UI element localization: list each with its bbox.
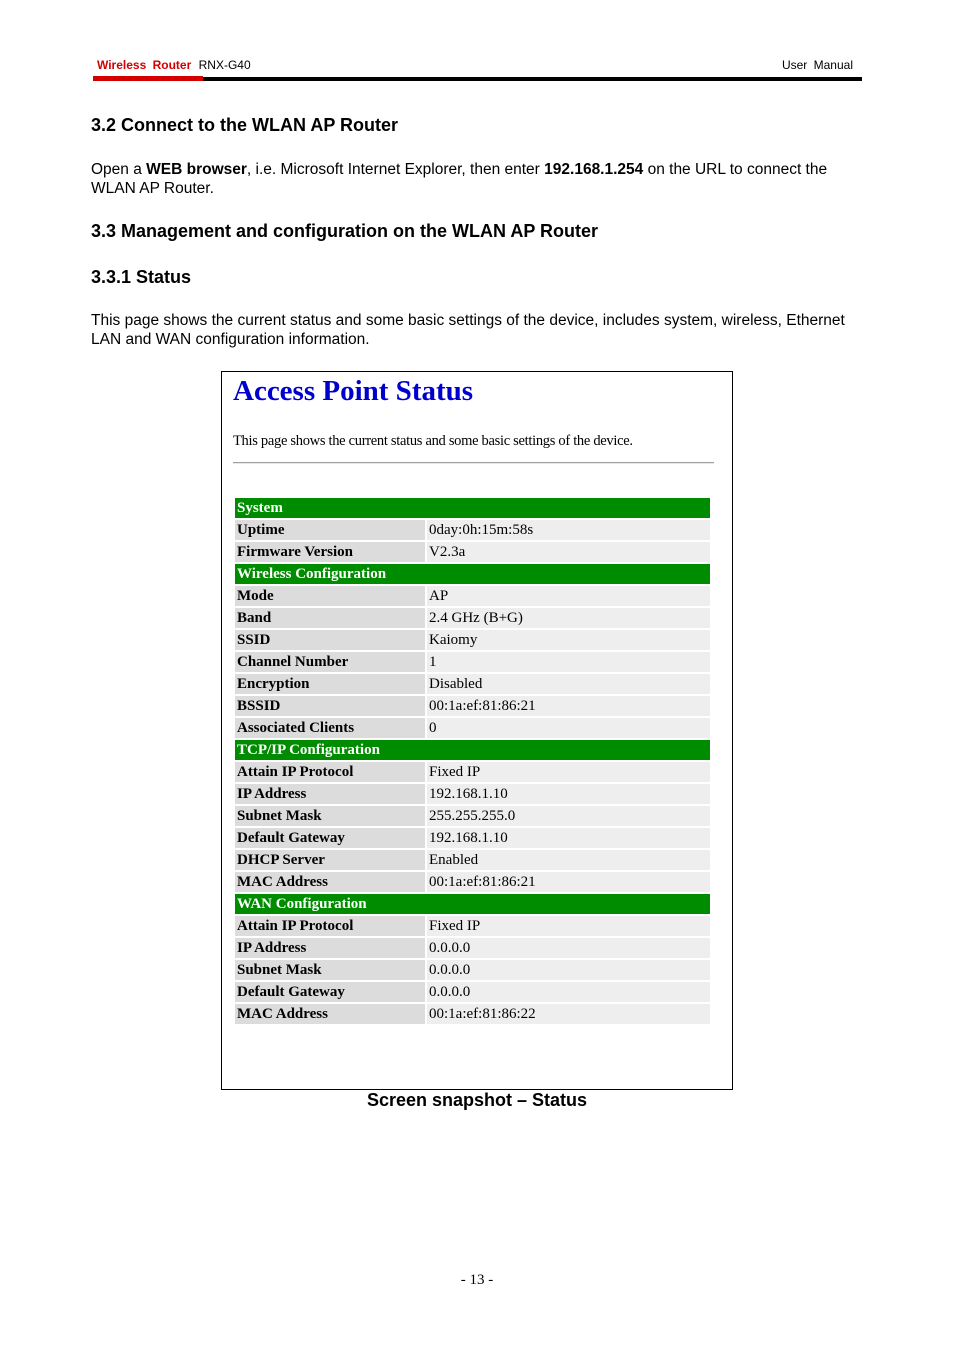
row-label: Channel Number [235,652,425,672]
row-value: Disabled [427,674,710,694]
table-row [235,784,710,804]
table-row [235,718,710,738]
table-row [235,586,710,606]
row-label: BSSID [235,696,425,716]
table-row [235,828,710,848]
section-header-row [235,894,710,914]
row-label: Uptime [235,520,425,540]
row-label: IP Address [235,938,425,958]
row-label: Default Gateway [235,982,425,1002]
row-value: 192.168.1.10 [427,784,710,804]
row-value: 0.0.0.0 [427,960,710,980]
row-label: Attain IP Protocol [235,762,425,782]
table-row [235,916,710,936]
table-row [235,1004,710,1024]
row-value: Kaiomy [427,630,710,650]
row-value: 1 [427,652,710,672]
paragraph-connect [91,160,866,198]
text: on the URL to connect the WLAN AP Router. [91,161,828,197]
header-model: RNX-G40 [198,58,251,72]
paragraph-status: This page shows the current status and some basic settings of the device, includes system, wireless, Ethernet LAN and WAN configuration information. [91,312,845,348]
row-value: AP [427,586,710,606]
page-number: - 13 - [460,1272,494,1288]
table-row [235,960,710,980]
table-row [235,938,710,958]
heading-3-2: 3.2 Connect to the WLAN AP Router [91,115,399,135]
row-label: Subnet Mask [235,960,425,980]
bold-web-browser: WEB browser [146,161,247,178]
row-label: DHCP Server [235,850,425,870]
section-title: Wireless Configuration [235,564,710,584]
row-value: 0day:0h:15m:58s [427,520,710,540]
bold-ip-address: 192.168.1.254 [544,161,644,178]
section-title: TCP/IP Configuration [235,740,710,760]
table-row [235,652,710,672]
table-row [235,608,710,628]
row-value: V2.3a [427,542,710,562]
header-left [97,58,251,72]
row-label: IP Address [235,784,425,804]
row-label: SSID [235,630,425,650]
row-value: 0.0.0.0 [427,938,710,958]
header-rule-red [93,76,203,81]
text: , i.e. Microsoft Internet Explorer, then enter [246,161,545,178]
table-row [235,762,710,782]
row-label: Associated Clients [235,718,425,738]
section-title: System [235,498,710,518]
row-value: 00:1a:ef:81:86:21 [427,872,710,892]
section-header-row [235,498,710,518]
status-table [233,496,712,1026]
row-value: 0 [427,718,710,738]
table-row [235,542,710,562]
ap-status-description: This page shows the current status and some basic settings of the device. [233,433,633,449]
row-label: Band [235,608,425,628]
divider [233,462,714,464]
row-label: Firmware Version [235,542,425,562]
table-row [235,872,710,892]
heading-3-3: 3.3 Management and configuration on the WLAN AP Router [91,221,599,241]
row-value: 255.255.255.0 [427,806,710,826]
row-label: Subnet Mask [235,806,425,826]
row-value: 2.4 GHz (B+G) [427,608,710,628]
row-value: Fixed IP [427,762,710,782]
row-value: 0.0.0.0 [427,982,710,1002]
table-row [235,696,710,716]
table-row [235,630,710,650]
row-value: 00:1a:ef:81:86:21 [427,696,710,716]
row-value: Fixed IP [427,916,710,936]
text: Open a [91,161,147,178]
ap-status-title: Access Point Status [233,375,474,407]
section-header-row [235,740,710,760]
row-value: 192.168.1.10 [427,828,710,848]
header-brand: Wireless Router [97,58,192,72]
table-row [235,806,710,826]
table-row [235,674,710,694]
row-label: Default Gateway [235,828,425,848]
row-label: Encryption [235,674,425,694]
table-row [235,982,710,1002]
row-label: Mode [235,586,425,606]
row-label: MAC Address [235,1004,425,1024]
row-label: Attain IP Protocol [235,916,425,936]
heading-3-3-1: 3.3.1 Status [91,267,192,287]
section-title: WAN Configuration [235,894,710,914]
row-value: 00:1a:ef:81:86:22 [427,1004,710,1024]
table-row [235,520,710,540]
row-label: MAC Address [235,872,425,892]
row-value: Enabled [427,850,710,870]
table-row [235,850,710,870]
status-screenshot [221,371,733,1090]
figure-caption: Screen snapshot – Status [366,1090,588,1110]
header-right: User Manual [781,58,853,72]
header-rule-black [203,77,862,81]
section-header-row [235,564,710,584]
